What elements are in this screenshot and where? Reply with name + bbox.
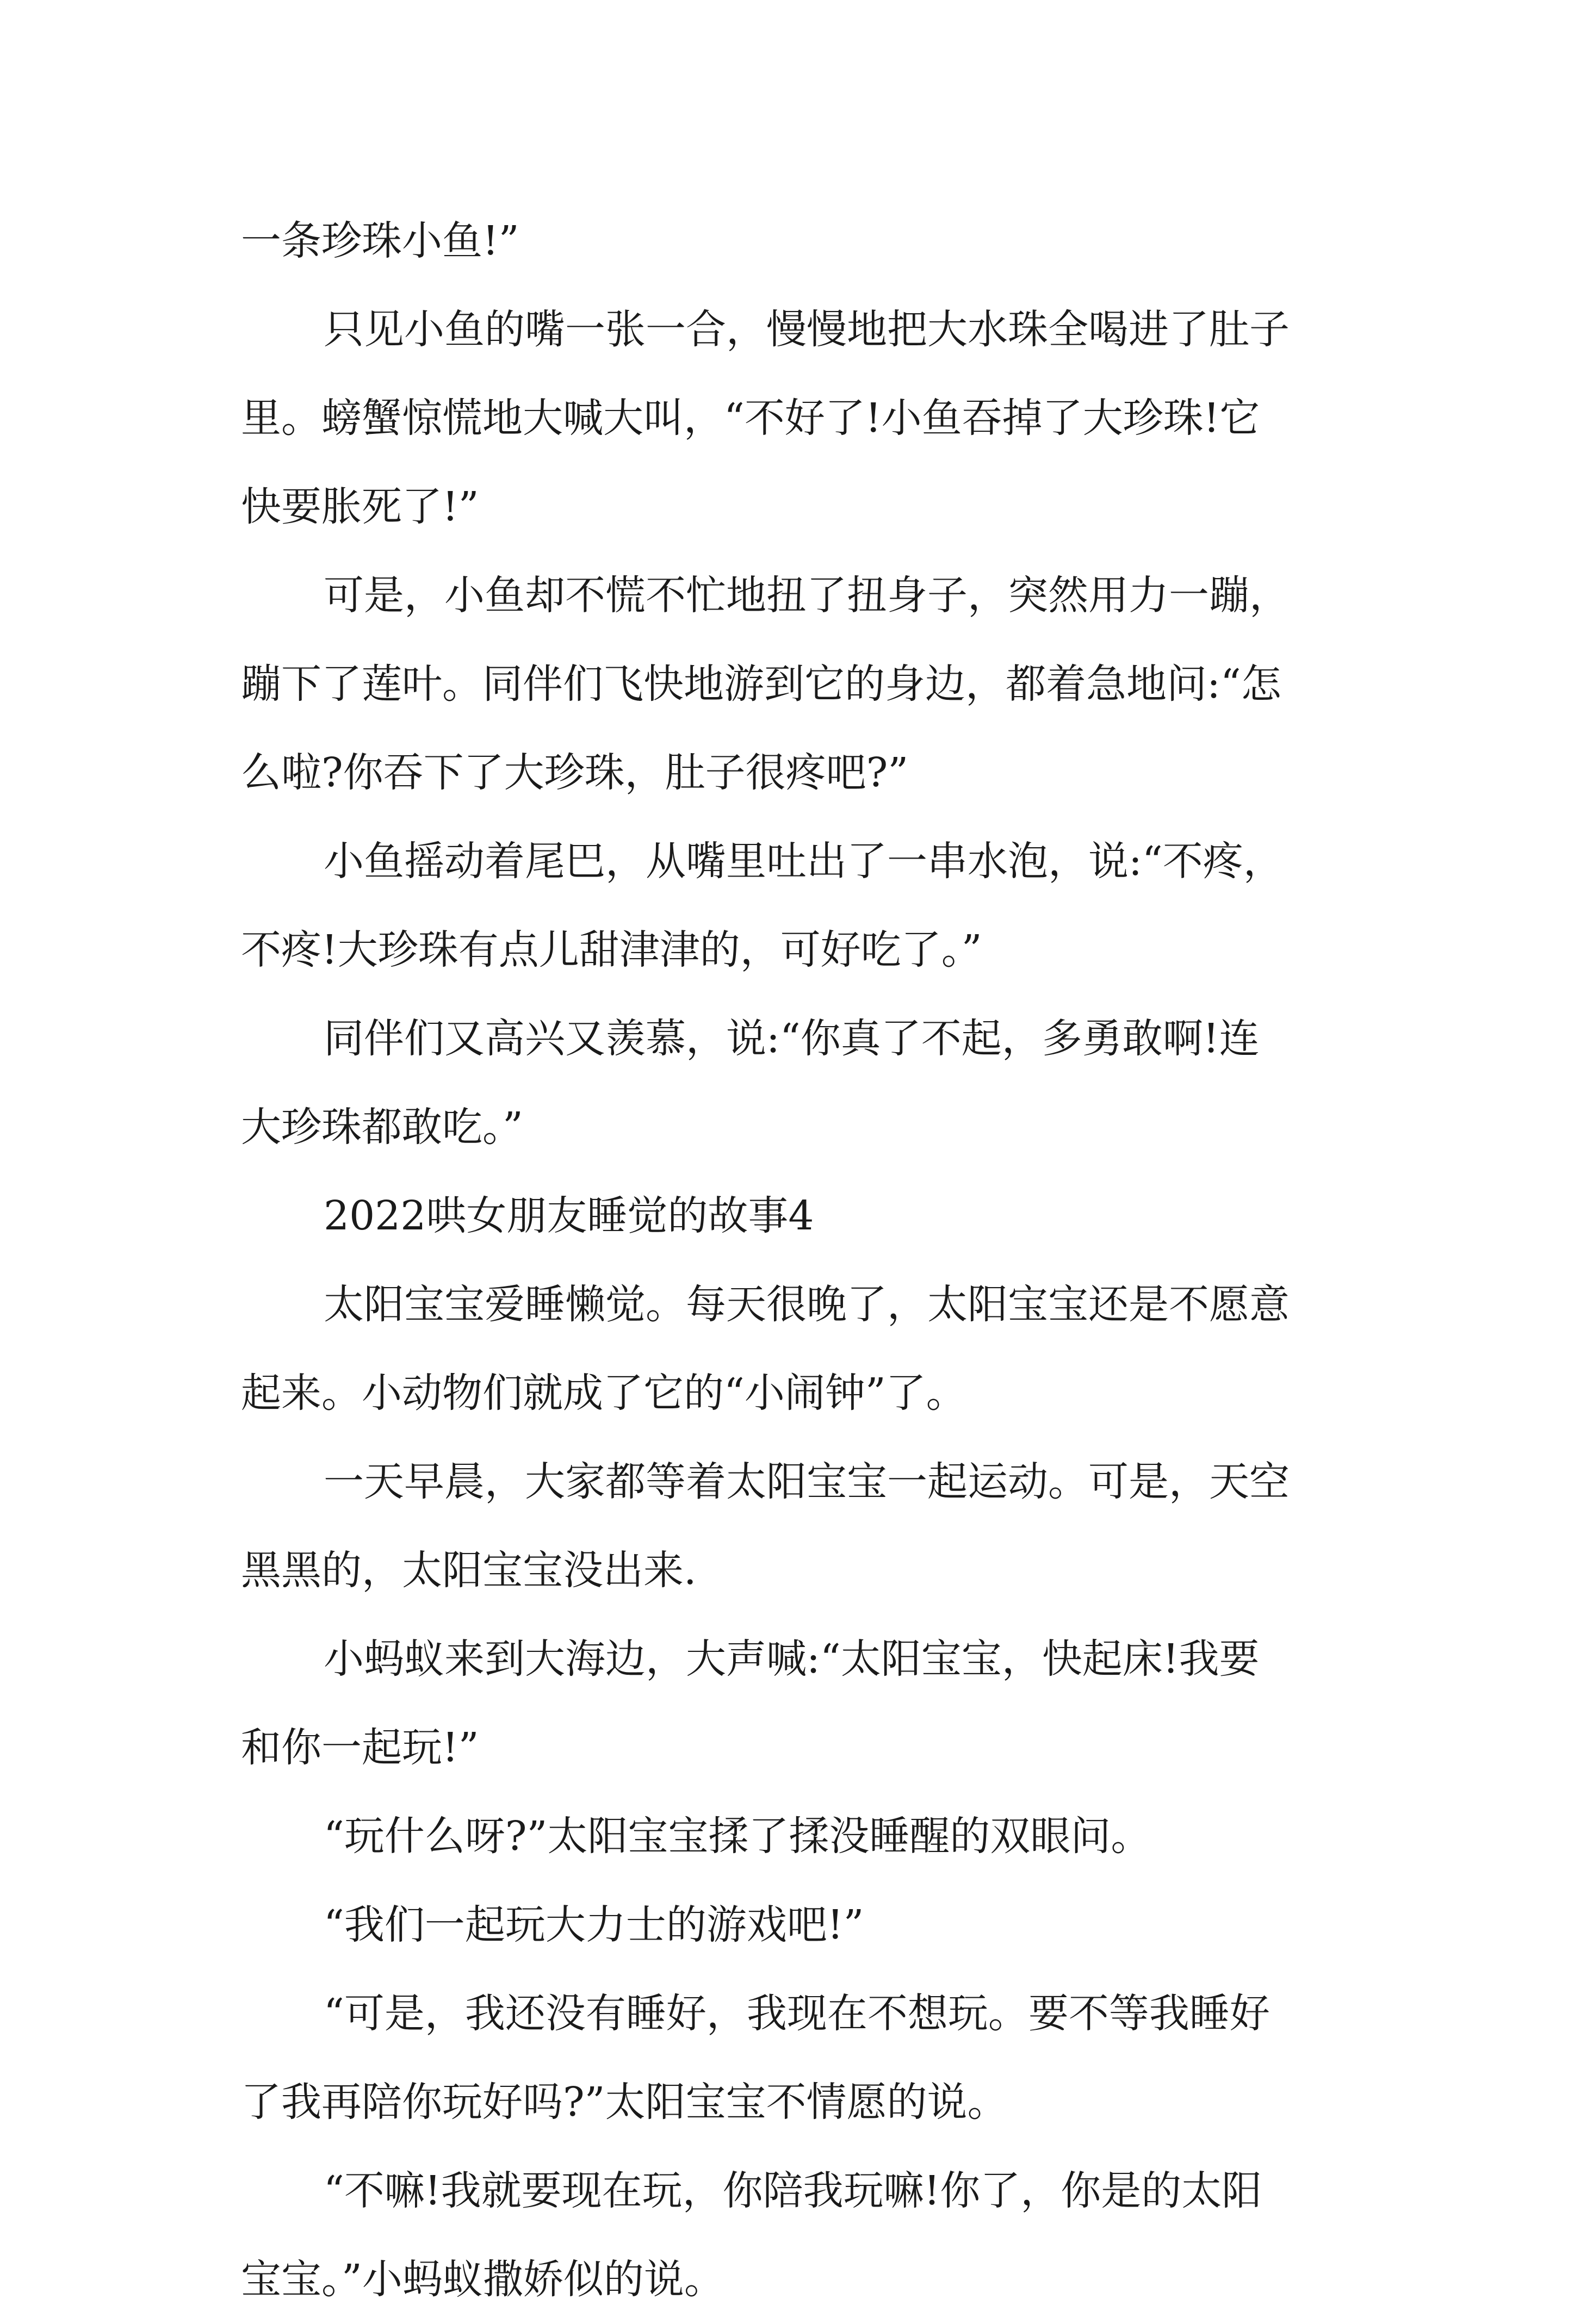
text-line: 只见小鱼的嘴一张一合，慢慢地把大水珠全喝进了肚子 [324,306,1290,353]
text-line: 大珍珠都敢吃。” [241,1104,523,1151]
text-line: 快要胀死了!” [241,483,479,530]
text-line: 么啦?你吞下了大珍珠，肚子很疼吧?” [241,749,909,796]
text-line: 里。螃蟹惊慌地大喊大叫，“不好了!小鱼吞掉了大珍珠!它 [241,395,1260,442]
text-line: 蹦下了莲叶。同伴们飞快地游到它的身边，都着急地问:“怎 [241,661,1281,707]
text-line: 宝宝。”小蚂蚁撒娇似的说。 [241,2256,724,2303]
text-line: 同伴们又高兴又羡慕，说:“你真了不起，多勇敢啊!连 [324,1015,1260,1062]
document-body [241,197,1350,2324]
text-line: 小鱼摇动着尾巴，从嘴里吐出了一串水泡，说:“不疼， [324,838,1284,885]
text-line: “我们一起玩大力士的游戏吧!” [324,1902,864,1948]
text-line: “不嘛!我就要现在玩，你陪我玩嘛!你了，你是的太阳 [324,2167,1262,2214]
text-line: 可是，小鱼却不慌不忙地扭了扭身子，突然用力一蹦， [324,572,1290,619]
text-line: 起来。小动物们就成了它的“小闹钟”了。 [241,1370,966,1416]
text-line: 一天早晨，大家都等着太阳宝宝一起运动。可是，天空 [324,1458,1290,1505]
text-line: 和你一起玩!” [241,1724,479,1771]
text-line: 不疼!大珍珠有点儿甜津津的，可好吃了。” [241,927,982,973]
text-line: 一条珍珠小鱼!” [241,218,519,264]
text-line: “可是，我还没有睡好，我现在不想玩。要不等我睡好 [324,1990,1270,2037]
text-line: 太阳宝宝爱睡懒觉。每天很晚了，太阳宝宝还是不愿意 [324,1281,1290,1328]
text-line: 黑黑的，太阳宝宝没出来. [241,1547,697,1594]
text-line: 小蚂蚁来到大海边，大声喊:“太阳宝宝，快起床!我要 [324,1636,1260,1682]
section-heading: 2022哄女朋友睡觉的故事4 [324,1192,814,1239]
text-line: 了我再陪你玩好吗?”太阳宝宝不情愿的说。 [241,2079,1008,2126]
text-line: “玩什么呀?”太阳宝宝揉了揉没睡醒的双眼问。 [324,1813,1151,1860]
